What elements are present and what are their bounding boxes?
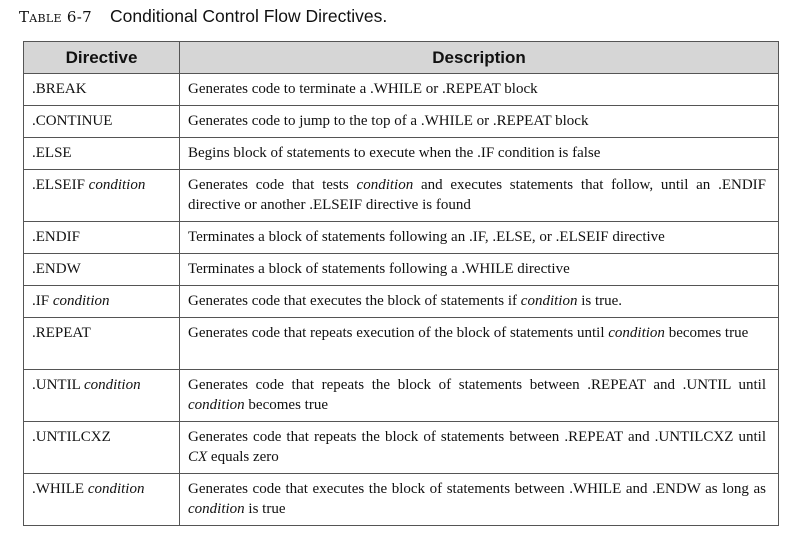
- text-run: Generates code that repeats the block of statements between .REPEAT and .UNTILCXZ until: [188, 429, 766, 445]
- text-run: .ENDIF: [32, 229, 80, 245]
- table-title: Conditional Control Flow Directives.: [110, 6, 388, 26]
- table-header-row: [24, 42, 779, 74]
- directive-cell: [24, 286, 180, 318]
- text-run: and executes statements that follow, until an .ENDIF directive or another .ELSEIF directive is found: [188, 177, 766, 213]
- directive-cell: [24, 106, 180, 138]
- description-cell: [180, 286, 779, 318]
- description-cell: [180, 370, 779, 422]
- italic-term: condition: [88, 177, 146, 193]
- directive-cell: [24, 138, 180, 170]
- italic-term: condition: [83, 377, 141, 393]
- description-cell: [180, 138, 779, 170]
- table-row: [24, 318, 779, 370]
- text-run: Generates code that tests: [188, 177, 357, 193]
- text-run: Terminates a block of statements following an .IF, .ELSE, or .ELSEIF directive: [188, 229, 665, 245]
- description-cell: [180, 222, 779, 254]
- text-run: becomes true: [664, 325, 749, 341]
- text-run: Generates code that executes the block of statements between .WHILE and .ENDW as long as: [188, 481, 766, 497]
- italic-term: condition: [356, 177, 414, 193]
- italic-term: condition: [188, 397, 245, 413]
- italic-term: condition: [52, 293, 110, 309]
- text-run: Terminates a block of statements following a .WHILE directive: [188, 261, 570, 277]
- text-run: .UNTILCXZ: [32, 429, 111, 445]
- table-row: [24, 170, 779, 222]
- table-number: Table 6-7: [19, 8, 92, 26]
- text-run: .IF: [32, 293, 53, 309]
- italic-term: condition: [87, 481, 145, 497]
- table-row: [24, 474, 779, 526]
- text-run: Generates code to jump to the top of a .WHILE or .REPEAT block: [188, 113, 589, 129]
- text-run: .REPEAT: [32, 325, 91, 341]
- text-run: is true.: [577, 293, 623, 309]
- text-run: .ELSE: [32, 145, 72, 161]
- table-row: [24, 74, 779, 106]
- directive-cell: [24, 170, 180, 222]
- italic-term: condition: [608, 325, 665, 341]
- directive-cell: [24, 422, 180, 474]
- text-run: .UNTIL: [32, 377, 84, 393]
- table-row: [24, 138, 779, 170]
- description-cell: [180, 74, 779, 106]
- description-cell: [180, 422, 779, 474]
- description-cell: [180, 106, 779, 138]
- directive-cell: [24, 318, 180, 370]
- directive-cell: [24, 254, 180, 286]
- table-row: [24, 222, 779, 254]
- description-cell: [180, 254, 779, 286]
- description-cell: [180, 318, 779, 370]
- column-header-directive: Directive: [24, 42, 180, 74]
- directive-cell: [24, 474, 180, 526]
- text-run: .BREAK: [32, 81, 87, 97]
- directives-table: [23, 41, 779, 526]
- directive-cell: [24, 222, 180, 254]
- directive-cell: [24, 74, 180, 106]
- text-run: becomes true: [244, 397, 328, 413]
- italic-term: condition: [188, 501, 245, 517]
- text-run: Begins block of statements to execute when the .IF condition is false: [188, 145, 601, 161]
- text-run: equals zero: [207, 449, 279, 465]
- description-cell: [180, 170, 779, 222]
- italic-term: condition: [520, 293, 578, 309]
- column-header-description: Description: [180, 42, 779, 74]
- table-caption: [19, 6, 387, 32]
- table-row: [24, 422, 779, 474]
- table-row: [24, 370, 779, 422]
- text-run: Generates code that executes the block of statements if: [188, 293, 521, 309]
- text-run: .CONTINUE: [32, 113, 113, 129]
- description-cell: [180, 474, 779, 526]
- directive-cell: [24, 370, 180, 422]
- text-run: Generates code that repeats the block of statements between .REPEAT and .UNTIL until: [188, 377, 766, 393]
- text-run: .WHILE: [32, 481, 88, 497]
- text-run: Generates code that repeats execution of the block of statements until: [188, 325, 609, 341]
- text-run: Generates code to terminate a .WHILE or .REPEAT block: [188, 81, 538, 97]
- table-row: [24, 106, 779, 138]
- text-run: is true: [244, 501, 286, 517]
- table-body: [24, 74, 779, 526]
- table-row: [24, 286, 779, 318]
- text-run: .ENDW: [32, 261, 81, 277]
- text-run: .ELSEIF: [32, 177, 89, 193]
- italic-term: CX: [188, 449, 208, 465]
- table-row: [24, 254, 779, 286]
